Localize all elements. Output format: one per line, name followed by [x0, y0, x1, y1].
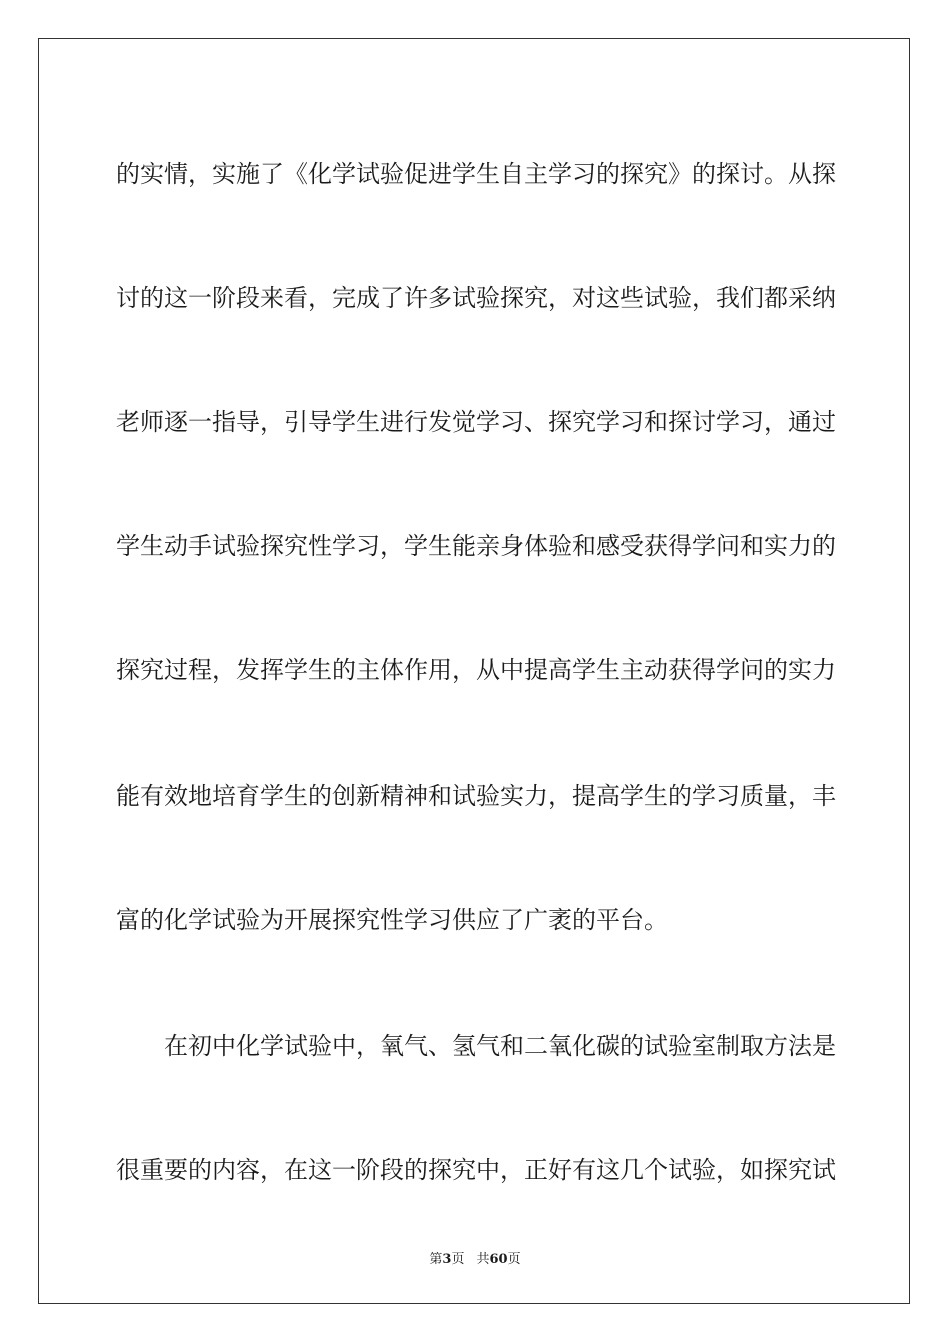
page-prefix: 第 [429, 1252, 443, 1267]
page-suffix: 页 [451, 1252, 465, 1267]
paragraph-line: 学生动手试验探究性学习，学生能亲身体验和感受获得学问和实力的 [116, 532, 836, 560]
paragraph-line: 探究过程，发挥学生的主体作用，从中提高学生主动获得学问的实力 [116, 656, 836, 684]
total-prefix: 共 [476, 1252, 490, 1267]
total-pages: 60 [489, 1252, 508, 1267]
paragraph-line: 老师逐一指导，引导学生进行发觉学习、探究学习和探讨学习，通过 [116, 408, 836, 436]
page-footer [0, 1248, 950, 1267]
paragraph-line: 的实情，实施了《化学试验促进学生自主学习的探究》的探讨。从探 [116, 160, 836, 188]
page-number: 3 [442, 1252, 452, 1267]
total-suffix: 页 [507, 1252, 521, 1267]
paragraph-line: 讨的这一阶段来看，完成了许多试验探究，对这些试验，我们都采纳 [116, 284, 836, 312]
paragraph-line: 富的化学试验为开展探究性学习供应了广袤的平台。 [116, 906, 668, 934]
paragraph-line: 很重要的内容，在这一阶段的探究中，正好有这几个试验，如探究试 [116, 1156, 836, 1184]
paragraph-line: 能有效地培育学生的创新精神和试验实力，提高学生的学习质量，丰 [116, 782, 836, 810]
paragraph-line: 在初中化学试验中，氧气、氢气和二氧化碳的试验室制取方法是 [164, 1032, 836, 1060]
